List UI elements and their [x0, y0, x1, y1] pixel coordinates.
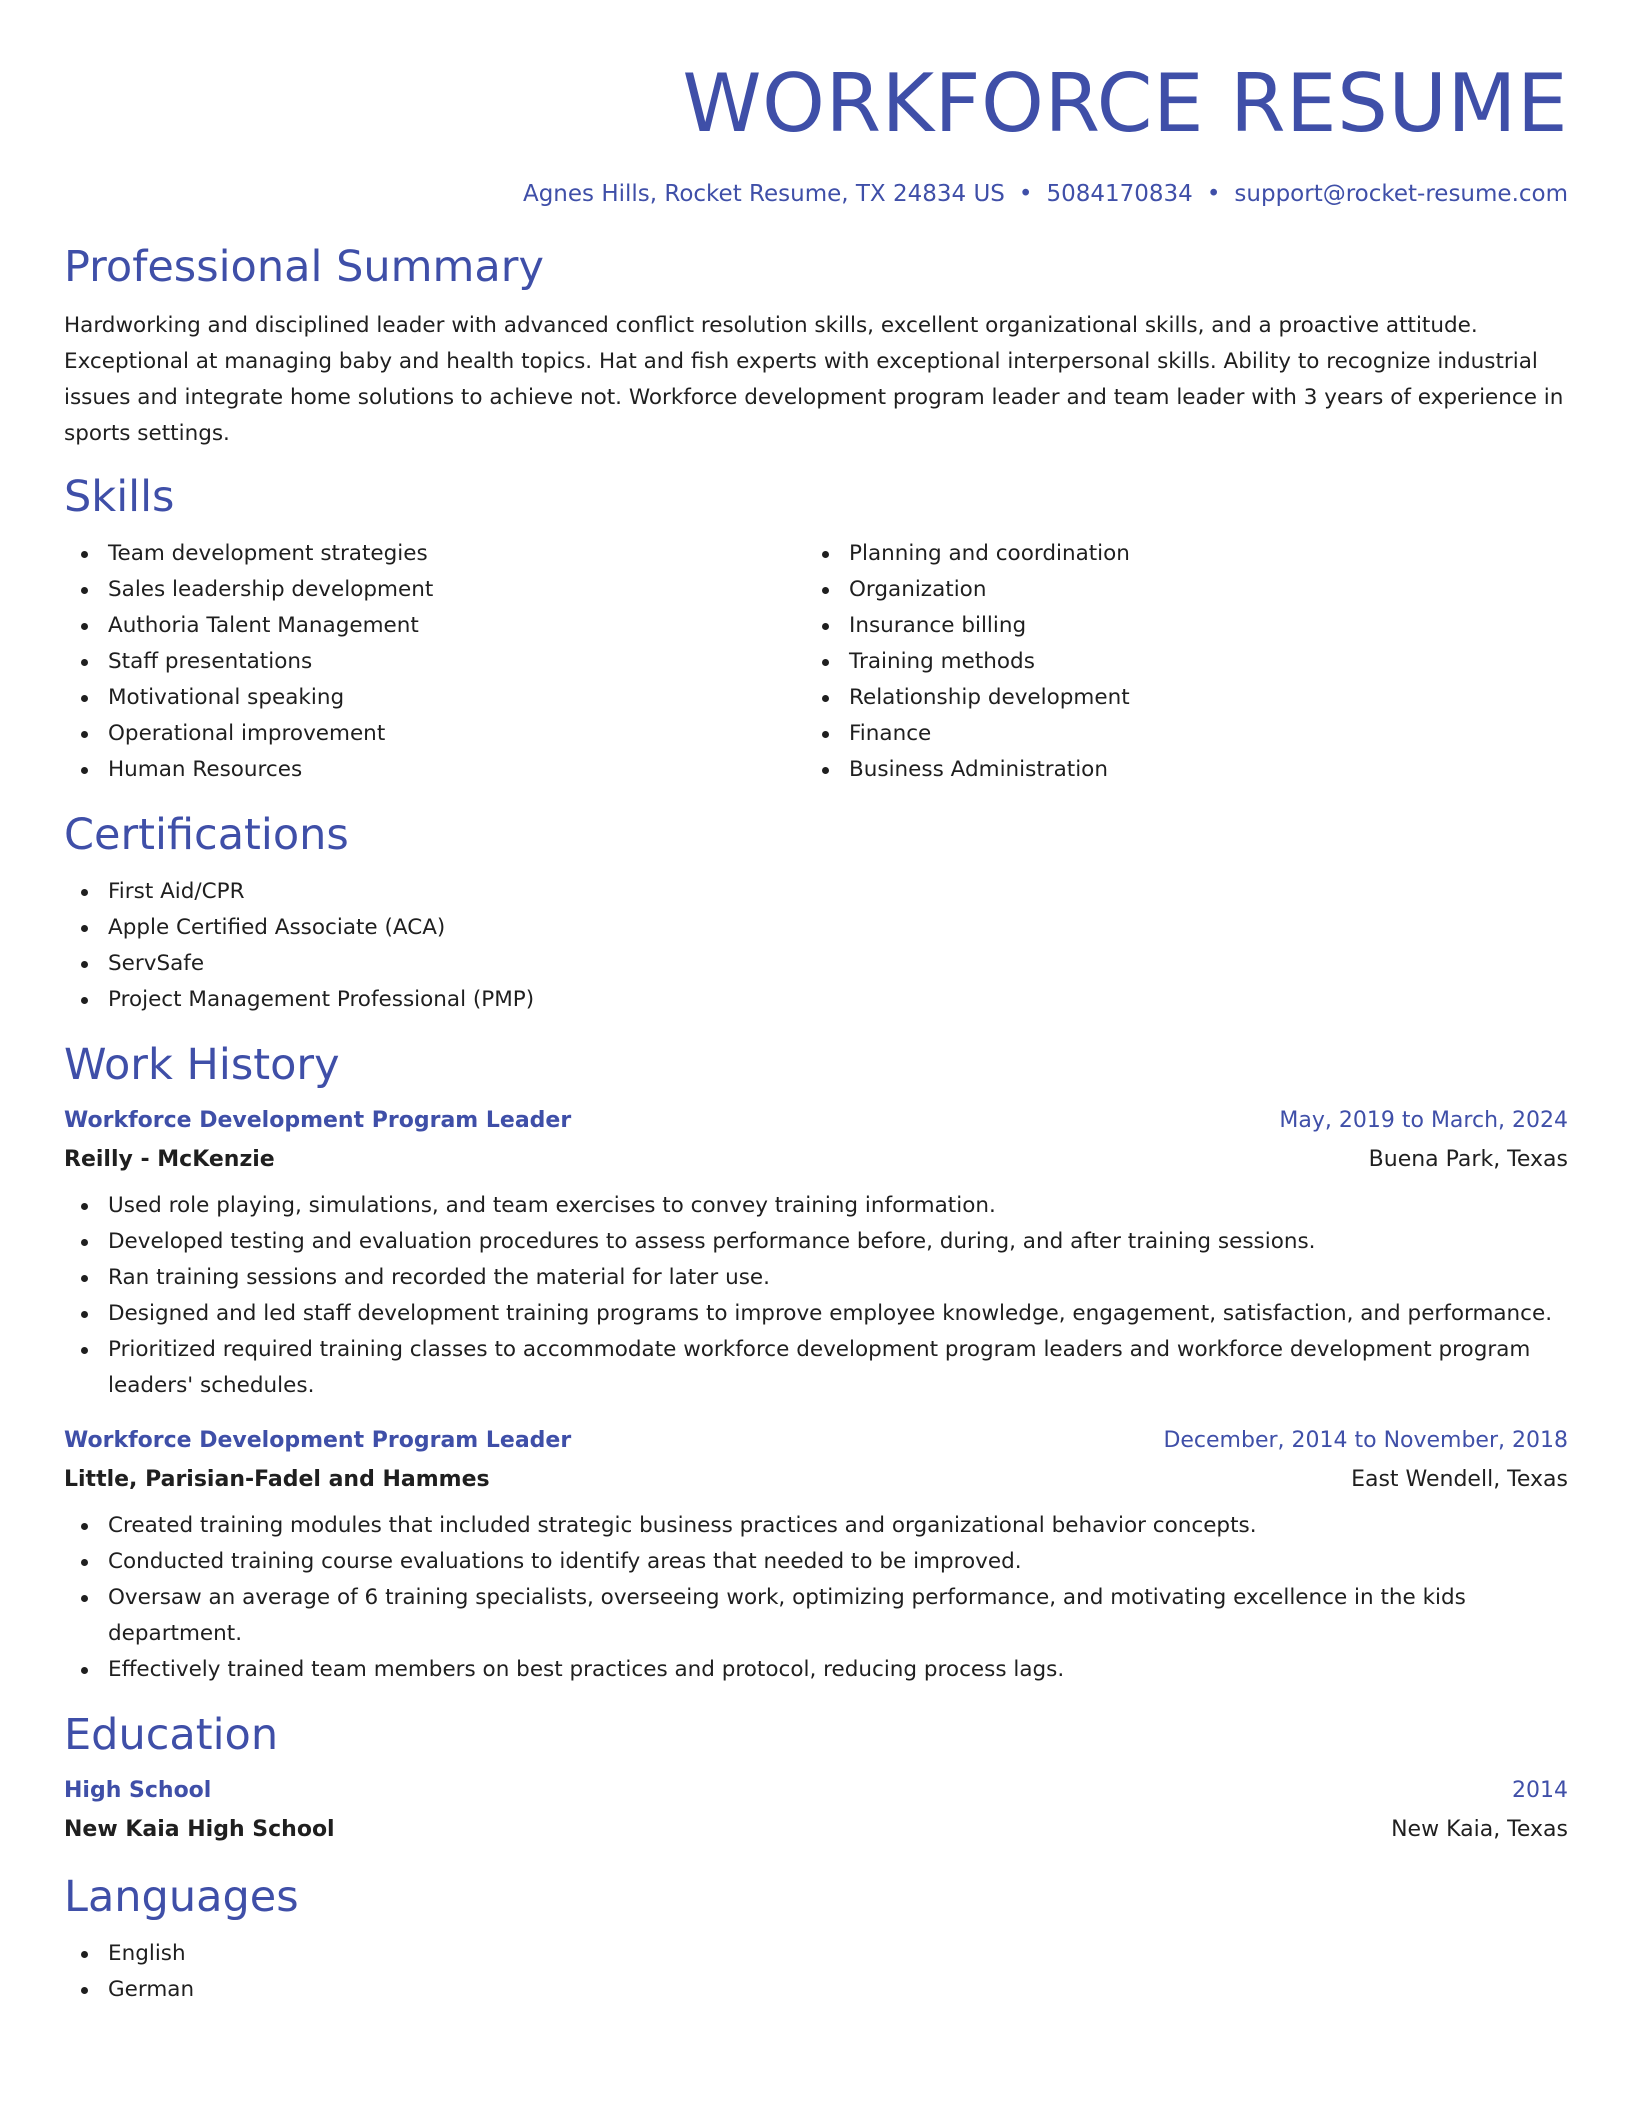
contact-email: support@rocket-resume.com	[1234, 181, 1568, 207]
job-duty: Developed testing and evaluation procedures to assess performance before, during, and after training sessions.	[64, 1224, 1568, 1260]
job-duties	[64, 1508, 1568, 1688]
education-header	[64, 1772, 1568, 1810]
skill-item: Planning and coordination	[805, 536, 1546, 572]
job-duty: Created training modules that included strategic business practices and organizational behavior concepts.	[64, 1508, 1568, 1544]
job-duty: Effectively trained team members on best practices and protocol, reducing process lags.	[64, 1652, 1568, 1688]
education-location: New Kaia, Texas	[1391, 1817, 1568, 1842]
job-subheader	[64, 1140, 1568, 1180]
job-header	[64, 1102, 1568, 1140]
job-duty: Conducted training course evaluations to identify areas that needed to be improved.	[64, 1544, 1568, 1580]
job-duty: Designed and led staff development training programs to improve employee knowledge, engagement, satisfaction, and performance.	[64, 1296, 1568, 1332]
skill-item: Business Administration	[805, 752, 1546, 788]
education-subheader	[64, 1810, 1568, 1850]
job-duty: Oversaw an average of 6 training specialists, overseeing work, optimizing performance, and motivating excellence in the kids department.	[64, 1580, 1568, 1652]
job-duties	[64, 1188, 1568, 1404]
job-duty: Prioritized required training classes to accommodate workforce development program leaders and workforce development program leaders' schedules.	[64, 1332, 1568, 1404]
education-degree: High School	[64, 1778, 212, 1803]
skill-item: Organization	[805, 572, 1546, 608]
contact-separator: •	[1206, 181, 1221, 207]
skill-item: Human Resources	[64, 752, 805, 788]
job-entry	[64, 1102, 1568, 1404]
certification-item: Project Management Professional (PMP)	[64, 982, 1568, 1018]
skill-item: Team development strategies	[64, 536, 805, 572]
contact-separator: •	[1018, 181, 1033, 207]
contact-address: Agnes Hills, Rocket Resume, TX 24834 US	[522, 181, 1005, 207]
job-entry	[64, 1422, 1568, 1688]
job-location: East Wendell, Texas	[1351, 1467, 1568, 1492]
skills-column-right	[805, 536, 1546, 788]
job-dates: December, 2014 to November, 2018	[1163, 1428, 1568, 1453]
summary-text: Hardworking and disciplined leader with advanced conflict resolution skills, excellent organizational skills, and a proactive attitude. Exceptional at managing baby and health topics. Hat and fish experts with exceptional interpersonal skills. Ability to recognize industrial issues and integrate home solutions to achieve not. Workforce development program leader and team leader with 3 years of experience in sports settings.	[64, 313, 1564, 446]
resume-name: WORKFORCE RESUME	[682, 57, 1568, 150]
certification-item: ServSafe	[64, 946, 1568, 982]
job-company: Little, Parisian-Fadel and Hammes	[64, 1467, 490, 1492]
summary-heading: Professional Summary	[64, 242, 544, 292]
language-item: English	[64, 1936, 1568, 1972]
certification-item: Apple Certified Associate (ACA)	[64, 910, 1568, 946]
skill-item: Staff presentations	[64, 644, 805, 680]
skill-item: Operational improvement	[64, 716, 805, 752]
skill-item: Sales leadership development	[64, 572, 805, 608]
work-history-heading: Work History	[64, 1040, 340, 1090]
education-heading: Education	[64, 1710, 279, 1760]
languages-list	[64, 1936, 1568, 2008]
job-location: Buena Park, Texas	[1368, 1147, 1568, 1172]
certification-item: First Aid/CPR	[64, 874, 1568, 910]
skill-item: Relationship development	[805, 680, 1546, 716]
skill-item: Insurance billing	[805, 608, 1546, 644]
languages-heading: Languages	[64, 1872, 299, 1922]
skills-column-left	[64, 536, 805, 788]
job-dates: May, 2019 to March, 2024	[1279, 1108, 1568, 1133]
job-title: Workforce Development Program Leader	[64, 1428, 572, 1453]
skills-list	[64, 536, 1568, 788]
skill-item: Finance	[805, 716, 1546, 752]
skill-item: Authoria Talent Management	[64, 608, 805, 644]
skill-item: Training methods	[805, 644, 1546, 680]
contact-line	[64, 178, 1568, 210]
contact-phone: 5084170834	[1046, 181, 1193, 207]
skill-item: Motivational speaking	[64, 680, 805, 716]
education-school: New Kaia High School	[64, 1817, 335, 1842]
job-subheader	[64, 1460, 1568, 1500]
language-item: German	[64, 1972, 1568, 2008]
job-duty: Ran training sessions and recorded the material for later use.	[64, 1260, 1568, 1296]
education-entry	[64, 1772, 1568, 1850]
skills-heading: Skills	[64, 472, 175, 522]
job-duty: Used role playing, simulations, and team exercises to convey training information.	[64, 1188, 1568, 1224]
job-title: Workforce Development Program Leader	[64, 1108, 572, 1133]
job-header	[64, 1422, 1568, 1460]
job-company: Reilly - McKenzie	[64, 1147, 275, 1172]
certifications-heading: Certifications	[64, 810, 349, 860]
education-year: 2014	[1512, 1778, 1568, 1803]
certifications-list	[64, 874, 1568, 1018]
